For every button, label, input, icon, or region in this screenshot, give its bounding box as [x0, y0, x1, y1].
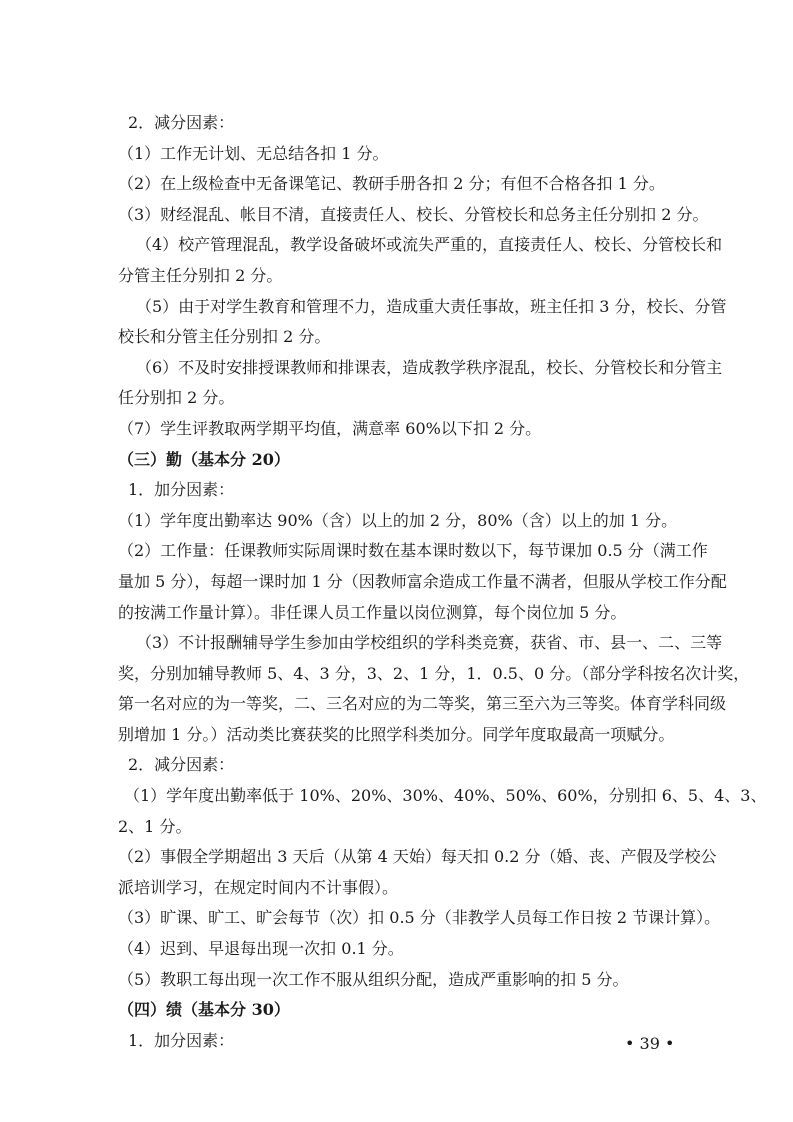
paragraph-line: （5）教职工每出现一次工作不服从组织分配，造成严重影响的扣 5 分。: [118, 969, 629, 989]
paragraph-line: （2）工作量：任课教师实际周课时数在基本课时数以下，每节课加 0.5 分（满工作: [118, 541, 708, 561]
paragraph-line: （1）学年度出勤率低于 10%、20%、30%、40%、50%、60%，分别扣 6、5、4、3、: [124, 786, 767, 806]
paragraph-line: 量加 5 分），每超一课时加 1 分（因教师富余造成工作量不满者，但服从学校工作分配: [118, 571, 727, 591]
paragraph-line: （3）不计报酬辅导学生参加由学校组织的学科类竞赛，获省、市、县一、二、三等: [136, 633, 723, 653]
paragraph-line: （6）不及时安排授课教师和排课表，造成教学秩序混乱，校长、分管校长和分管主: [136, 357, 723, 377]
subsection-heading: 1．加分因素：: [128, 480, 235, 500]
section-heading: 2．减分因素：: [128, 113, 235, 132]
section-heading: （三）勤（基本分 20）: [118, 449, 290, 469]
paragraph-line: （1）学年度出勤率达 90%（含）以上的加 2 分，80%（含）以上的加 1 分。: [118, 510, 678, 530]
subsection-heading: 1．加分因素：: [128, 1030, 235, 1050]
paragraph-line: （1）工作无计划、无总结各扣 1 分。: [118, 143, 389, 163]
paragraph-line: （3）旷课、旷工、旷会每节（次）扣 0.5 分（非教学人员每工作日按 2 节课计算）。: [118, 908, 721, 928]
paragraph-line: （4）迟到、早退每出现一次扣 0.1 分。: [118, 939, 404, 959]
paragraph-line: 别增加 1 分。）活动类比赛获奖的比照学科类加分。同学年度取最高一项赋分。: [118, 724, 675, 744]
paragraph-line: 派培训学习，在规定时间内不计事假）。: [118, 877, 399, 897]
paragraph-line: 奖，分别加辅导教师 5、4、3 分，3、2、1 分，1．0.5、0 分。（部分学科按名次计奖，: [118, 663, 750, 683]
paragraph-line: （3）财经混乱、帐目不清，直接责任人、校长、分管校长和总务主任分别扣 2 分。: [118, 204, 709, 224]
page-content: [118, 108, 767, 1056]
paragraph-line: 分管主任分别扣 2 分。: [118, 265, 283, 285]
paragraph-line: 的按满工作量计算）。非任课人员工作量以岗位测算，每个岗位加 5 分。: [118, 602, 627, 622]
paragraph-line: 任分别扣 2 分。: [118, 388, 235, 408]
paragraph-line: （7）学生评教取两学期平均值，满意率 60%以下扣 2 分。: [118, 418, 542, 438]
paragraph-line: 第一名对应的为一等奖，二、三名对应的为二等奖，第三至六为三等奖。体育学科同级: [118, 694, 727, 714]
paragraph-line: 2、1 分。: [118, 816, 192, 836]
paragraph-line: （4）校产管理混乱，教学设备破坏或流失严重的，直接责任人、校长、分管校长和: [136, 235, 723, 255]
paragraph-line: （2）在上级检查中无备课笔记、教研手册各扣 2 分；有但不合格各扣 1 分。: [118, 174, 665, 194]
page-number: • 39 •: [625, 1034, 675, 1053]
paragraph-line: （5）由于对学生教育和管理不力，造成重大责任事故，班主任扣 3 分，校长、分管: [136, 296, 727, 316]
paragraph-line: （2）事假全学期超出 3 天后（从第 4 天始）每天扣 0.2 分（婚、丧、产假及学校公: [118, 847, 717, 867]
section-heading: （四）绩（基本分 30）: [118, 1000, 290, 1020]
paragraph-line: 校长和分管主任分别扣 2 分。: [118, 327, 331, 347]
subsection-heading: 2．减分因素：: [128, 755, 235, 775]
